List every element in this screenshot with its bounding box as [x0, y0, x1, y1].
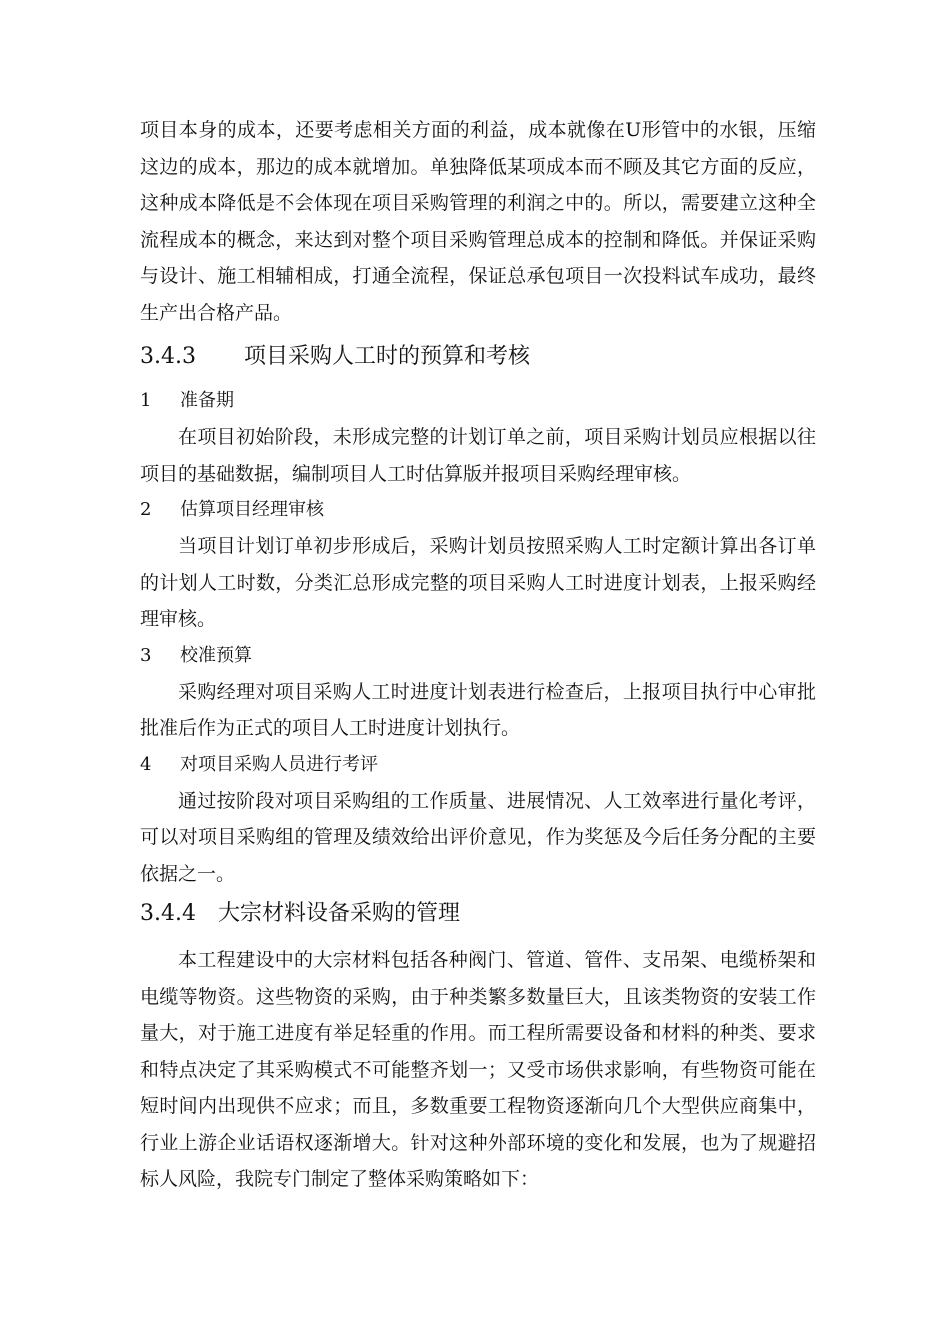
subsection-body-3: 采购经理对项目采购人工时进度计划表进行检查后，上报项目执行中心审批批准后作为正式的项目人工时进度计划执行。 [140, 680, 816, 739]
subsection-number: 1 [140, 390, 152, 411]
subsection-body-2: 当项目计划订单初步形成后，采购计划员按照采购人工时定额计算出各订单的计划人工时数，分类汇总形成完整的项目采购人工时进度计划表，上报采购经理审核。 [140, 535, 816, 630]
document-page [140, 112, 816, 1198]
subsection-title: 估算项目经理审核 [180, 499, 324, 520]
subsection-heading-4 [140, 749, 816, 781]
intro-paragraph: 项目本身的成本，还要考虑相关方面的利益，成本就像在U形管中的水银，压缩这边的成本，那边的成本就增加。单独降低某项成本而不顾及其它方面的反应，这种成本降低是不会体现在项目采购管理的利润之中的。所以，需要建立这种全流程成本的概念，来达到对整个项目采购管理总成本的控制和降低。并保证采购与设计、施工相辅相成，打通全流程，保证总承包项目一次投料试车成功，最终生产出合格产品。 [140, 119, 816, 324]
subsection-heading-2 [140, 494, 816, 526]
section-body-3-4-4: 本工程建设中的大宗材料包括各种阀门、管道、管件、支吊架、电缆桥架和电缆等物资。这些物资的采购，由于种类繁多数量巨大，且该类物资的安装工作量大，对于施工进度有举足轻重的作用。而工程所需要设备和材料的种类、要求和特点决定了其采购模式不可能整齐划一；又受市场供求影响，有些物资可能在短时间内出现供不应求；而且，多数重要工程物资逐渐向几个大型供应商集中，行业上游企业话语权逐渐增大。针对这种外部环境的变化和发展，也为了规避招标人风险，我院专门制定了整体采购策略如下： [140, 949, 816, 1190]
subsection-number: 2 [140, 499, 152, 520]
section-title: 大宗材料设备采购的管理 [218, 901, 461, 926]
section-number: 3.4.4 [140, 901, 196, 926]
section-number: 3.4.3 [140, 344, 196, 369]
subsection-body-1: 在项目初始阶段，未形成完整的计划订单之前，项目采购计划员应根据以往项目的基础数据，编制项目人工时估算版并报项目采购经理审核。 [140, 426, 816, 485]
subsection-heading-3 [140, 640, 816, 672]
subsection-number: 4 [140, 753, 152, 775]
subsection-title: 对项目采购人员进行考评 [180, 753, 378, 775]
subsection-title: 校准预算 [180, 644, 252, 666]
section-heading-3-4-4 [140, 898, 816, 930]
subsection-body-4: 通过按阶段对项目采购组的工作质量、进展情况、人工效率进行量化考评，可以对项目采购组的管理及绩效给出评价意见，作为奖惩及今后任务分配的主要依据之一。 [140, 789, 816, 885]
section-title: 项目采购人工时的预算和考核 [244, 344, 531, 369]
subsection-title: 准备期 [180, 390, 234, 411]
section-heading-3-4-3 [140, 341, 816, 373]
subsection-number: 3 [140, 644, 152, 666]
subsection-heading-1 [140, 385, 816, 417]
